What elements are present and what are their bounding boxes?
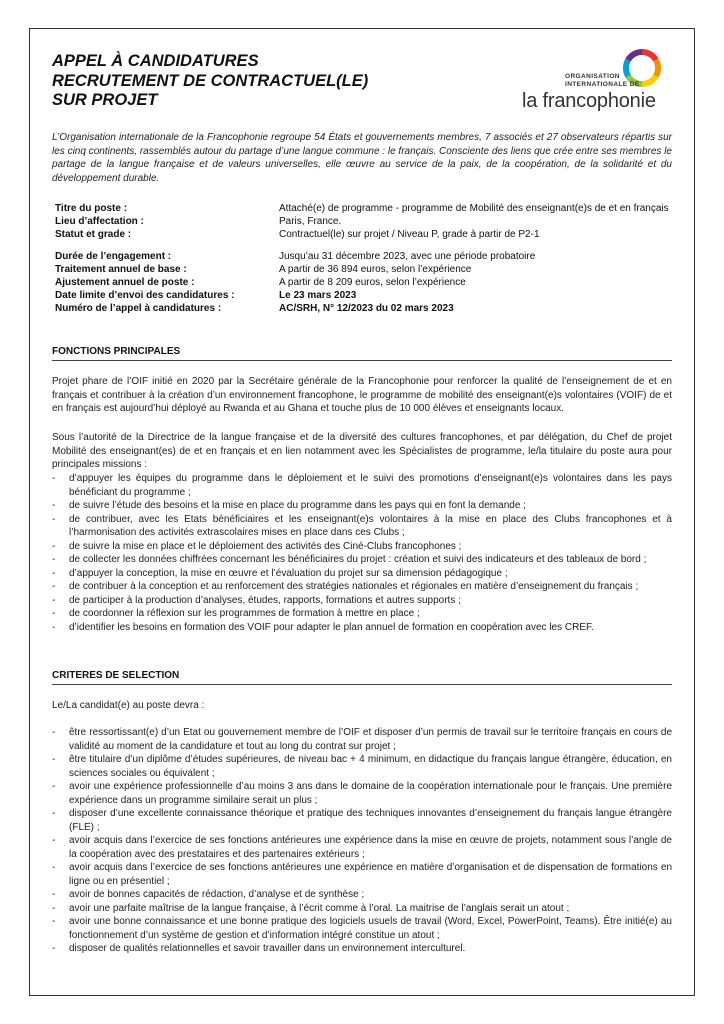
info-label: Titre du poste : [55, 203, 128, 214]
logo-org-line-1: ORGANISATION [565, 73, 620, 80]
fonctions-paragraph-1: Projet phare de l’OIF initié en 2020 par la Secrétaire générale de la Francophonie pour renforcer la qualité de l’enseignement de et en français et contribuer à la création d’un environnement francophone, le programme de mobilité des enseignant(e)s volontaires (VOIF) de et en français est aujourd’hui déployé au Rwanda et au Ghana et touche plus de 10 000 élèves et enseignants locaux. [52, 376, 672, 414]
logo-name: la francophonie [522, 90, 656, 112]
list-item: - disposer d’une excellente connaissance théorique et pratique des techniques innovantes d’enseignement du français langue étrangère (FLE) ; [52, 808, 672, 833]
info-value: Jusqu’au 31 décembre 2023, avec une période probatoire [279, 251, 536, 262]
list-item: - avoir acquis dans l’exercice de ses fonctions antérieures une expérience dans la mise en œuvre de projets, notamment sous l’angle de la coopération avec des prestataires et des partenaires extérieurs ; [52, 835, 672, 860]
list-item-text: de suivre l’étude des besoins et la mise en place du programme dans les pays qui en font la demande ; [69, 500, 526, 511]
list-item-text: de contribuer, avec les Etats bénéficiaires et les enseignant(e)s volontaires à la mise en place des Clubs francophones et à l’harmonisation des activités extrascolaires mises en place dans ces Clubs ; [69, 513, 672, 538]
logo-org-text [565, 73, 640, 88]
criteres-list [52, 726, 672, 956]
list-item: - de suivre l’étude des besoins et la mise en place du programme dans les pays qui en font la demande ; [52, 500, 526, 511]
info-label: Ajustement annuel de poste : [55, 277, 195, 288]
title-line-3: SUR PROJET [52, 91, 158, 109]
list-item: - de contribuer, avec les Etats bénéficiaires et les enseignant(e)s volontaires à la mise en place des Clubs francophones et à l’harmonisation des activités extrascolaires mises en place dans ces Clubs ; [52, 513, 672, 538]
list-item: - avoir une bonne connaissance et une bonne pratique des logiciels usuels de travail (Word, Excel, PowerPoint, Teams). Être initié(e) au fonctionnement d’un système de gestion et d’information intégré constitue un atout ; [52, 916, 672, 941]
list-item: - d’identifier les besoins en formation des VOIF pour adapter le plan annuel de formation en coopération avec les CREF. [52, 621, 594, 633]
info-label: Durée de l’engagement : [55, 251, 172, 262]
list-item-text: d’appuyer la conception, la mise en œuvre et l’évaluation du projet sur sa dimension pédagogique ; [69, 567, 508, 579]
list-item-text: disposer d’une excellente connaissance théorique et pratique des techniques innovantes d’enseignement du français langue étrangère (FLE) ; [69, 808, 672, 833]
info-value: Contractuel(le) sur projet / Niveau P, grade à partir de P2-1 [279, 229, 540, 240]
list-item: - avoir de bonnes capacités de rédaction, d’analyse et de synthèse ; [52, 889, 365, 900]
title-line-1: APPEL À CANDIDATURES [52, 52, 259, 70]
job-info-group-2 [55, 250, 675, 315]
info-row [55, 215, 675, 228]
fonctions-list [52, 472, 672, 634]
list-item: - avoir une parfaite maîtrise de la langue française, à l’écrit comme à l’oral. La maitrise de l’anglais serait un atout ; [52, 902, 570, 914]
info-label: Numéro de l’appel à candidatures : [55, 303, 222, 314]
section-heading-fonctions: FONCTIONS PRINCIPALES [52, 346, 672, 361]
list-item-text: avoir une parfaite maîtrise de la langue française, à l’écrit comme à l’oral. La maitrise de l’anglais serait un atout ; [69, 902, 570, 914]
list-item: - de participer à la production d’analyses, études, rapports, formations et autres supports ; [52, 594, 461, 606]
section-heading-criteres: CRITERES DE SELECTION [52, 670, 672, 685]
info-row [55, 289, 675, 302]
title-line-2: RECRUTEMENT DE CONTRACTUEL(LE) [52, 71, 369, 90]
info-label: Date limite d’envoi des candidatures : [55, 290, 235, 301]
info-row [55, 263, 675, 276]
info-value: A partir de 8 209 euros, selon l’expérience [279, 277, 466, 288]
list-item: - de contribuer à la conception et au renforcement des stratégies nationales et régionales en matière d’enseignement du français ; [52, 581, 639, 592]
info-row [55, 202, 675, 215]
info-value: Paris, France. [279, 216, 342, 227]
info-value: Attaché(e) de programme - programme de Mobilité des enseignant(e)s de et en français [279, 203, 669, 214]
list-item-text: de participer à la production d’analyses, études, rapports, formations et autres supports ; [69, 594, 461, 606]
info-label: Lieu d’affectation : [55, 216, 144, 227]
list-item-text: d’appuyer les équipes du programme dans le déploiement et le suivi des promotions d’enseignant(e)s volontaires dans les pays bénéficiant du programme ; [69, 473, 672, 498]
list-item-text: être titulaire d’un diplôme d’études supérieures, de niveau bac + 4 minimum, en didactique du français langue étrangère, éducation, en sciences sociales ou équivalent ; [69, 754, 672, 779]
list-item: - avoir une expérience professionnelle d’au moins 3 ans dans le domaine de la coopération internationale pour le français. Une première expérience dans un programme similaire serait un plus ; [52, 781, 672, 806]
deadline-value: Le 23 mars 2023 [279, 290, 357, 301]
list-item: - de suivre la mise en place et le déploiement des activités des Ciné-Clubs francophones ; [52, 540, 462, 552]
francophonie-logo [520, 44, 670, 112]
criteres-intro: Le/La candidat(e) au poste devra : [52, 700, 205, 711]
logo-org-line-2: INTERNATIONALE DE [565, 80, 640, 88]
list-item: - de collecter les données chiffrées concernant les bénéficiaires du projet : création et suivi des indicateurs et des tableaux de bord ; [52, 554, 647, 565]
list-item-text: de collecter les données chiffrées concernant les bénéficiaires du projet : création et suivi des indicateurs et des tableaux de bord ; [69, 554, 647, 565]
list-item: - être ressortissant(e) d’un Etat ou gouvernement membre de l’OIF et disposer d’un permis de travail sur le territoire français en cours de validité au moment de la candidature et tout au long du contrat sur projet ; [52, 727, 672, 752]
info-value: A partir de 36 894 euros, selon l’expérience [279, 264, 472, 275]
fonctions-paragraph-2: Sous l’autorité de la Directrice de la langue française et de la diversité des cultures francophones, et par délégation, du Chef de projet Mobilité des enseignant(es) de et en français et en lien notamment avec les Spécialistes de programme, le/la titulaire du poste aura pour principales missions : [52, 432, 672, 470]
list-item-text: de suivre la mise en place et le déploiement des activités des Ciné-Clubs francophones ; [69, 540, 462, 552]
list-item: - de coordonner la réflexion sur les programmes de formation à mettre en place ; [52, 608, 420, 619]
reference-number-value: AC/SRH, N° 12/2023 du 02 mars 2023 [279, 303, 454, 314]
list-item-text: avoir acquis dans l’exercice de ses fonctions antérieures une expérience dans la mise en œuvre de projets, notamment sous l’angle de la coopération avec des prestataires et des partenaires extérieurs ; [69, 835, 672, 860]
list-item-text: avoir de bonnes capacités de rédaction, d’analyse et de synthèse ; [69, 889, 365, 900]
info-row [55, 250, 675, 263]
info-label: Statut et grade : [55, 229, 132, 240]
info-row [55, 276, 675, 289]
list-item: - être titulaire d’un diplôme d’études supérieures, de niveau bac + 4 minimum, en didactique du français langue étrangère, éducation, en sciences sociales ou équivalent ; [52, 754, 672, 779]
info-row [55, 228, 675, 241]
list-item-text: d’identifier les besoins en formation des VOIF pour adapter le plan annuel de formation en coopération avec les CREF. [69, 621, 594, 633]
info-label: Traitement annuel de base : [55, 264, 187, 275]
list-item: - d’appuyer la conception, la mise en œuvre et l’évaluation du projet sur sa dimension pédagogique ; [52, 567, 508, 579]
list-item-text: avoir une expérience professionnelle d’au moins 3 ans dans le domaine de la coopération internationale pour le français. Une première expérience dans un programme similaire serait un plus ; [69, 781, 672, 806]
list-item-text: avoir acquis dans l’exercice de ses fonctions antérieures une expérience en matière d’organisation et de dispensation de formations en ligne ou en présentiel ; [69, 862, 672, 887]
document-title [52, 52, 368, 111]
list-item: - disposer de qualités relationnelles et savoir travailler dans un environnement interculturel. [52, 943, 466, 954]
list-item: - d’appuyer les équipes du programme dans le déploiement et le suivi des promotions d’enseignant(e)s volontaires dans les pays bénéficiant du programme ; [52, 473, 672, 498]
list-item-text: disposer de qualités relationnelles et savoir travailler dans un environnement interculturel. [69, 943, 466, 954]
info-row [55, 302, 675, 315]
list-item: - avoir acquis dans l’exercice de ses fonctions antérieures une expérience en matière d’organisation et de dispensation de formations en ligne ou en présentiel ; [52, 862, 672, 887]
list-item-text: avoir une bonne connaissance et une bonne pratique des logiciels usuels de travail (Word, Excel, PowerPoint, Teams). Être initié(e) au fonctionnement d’un système de gestion et d’information intégré constitue un atout ; [69, 916, 672, 941]
list-item-text: de contribuer à la conception et au renforcement des stratégies nationales et régionales en matière d’enseignement du français ; [69, 581, 639, 592]
list-item-text: de coordonner la réflexion sur les programmes de formation à mettre en place ; [69, 608, 420, 619]
job-info-group-1 [55, 202, 675, 241]
list-item-text: être ressortissant(e) d’un Etat ou gouvernement membre de l’OIF et disposer d’un permis de travail sur le territoire français en cours de validité au moment de la candidature et tout au long du contrat sur projet ; [69, 727, 672, 752]
intro-paragraph: L’Organisation internationale de la Francophonie regroupe 54 États et gouvernements membres, 7 associés et 27 observateurs répartis sur les cinq continents, rassemblés autour du partage d’une langue commune : le français. Consciente des liens que crée entre ses membres le partage de la langue française et de valeurs universelles, elle œuvre au service de la paix, de la coopération, de la solidarité et du développement durable. [52, 132, 672, 184]
